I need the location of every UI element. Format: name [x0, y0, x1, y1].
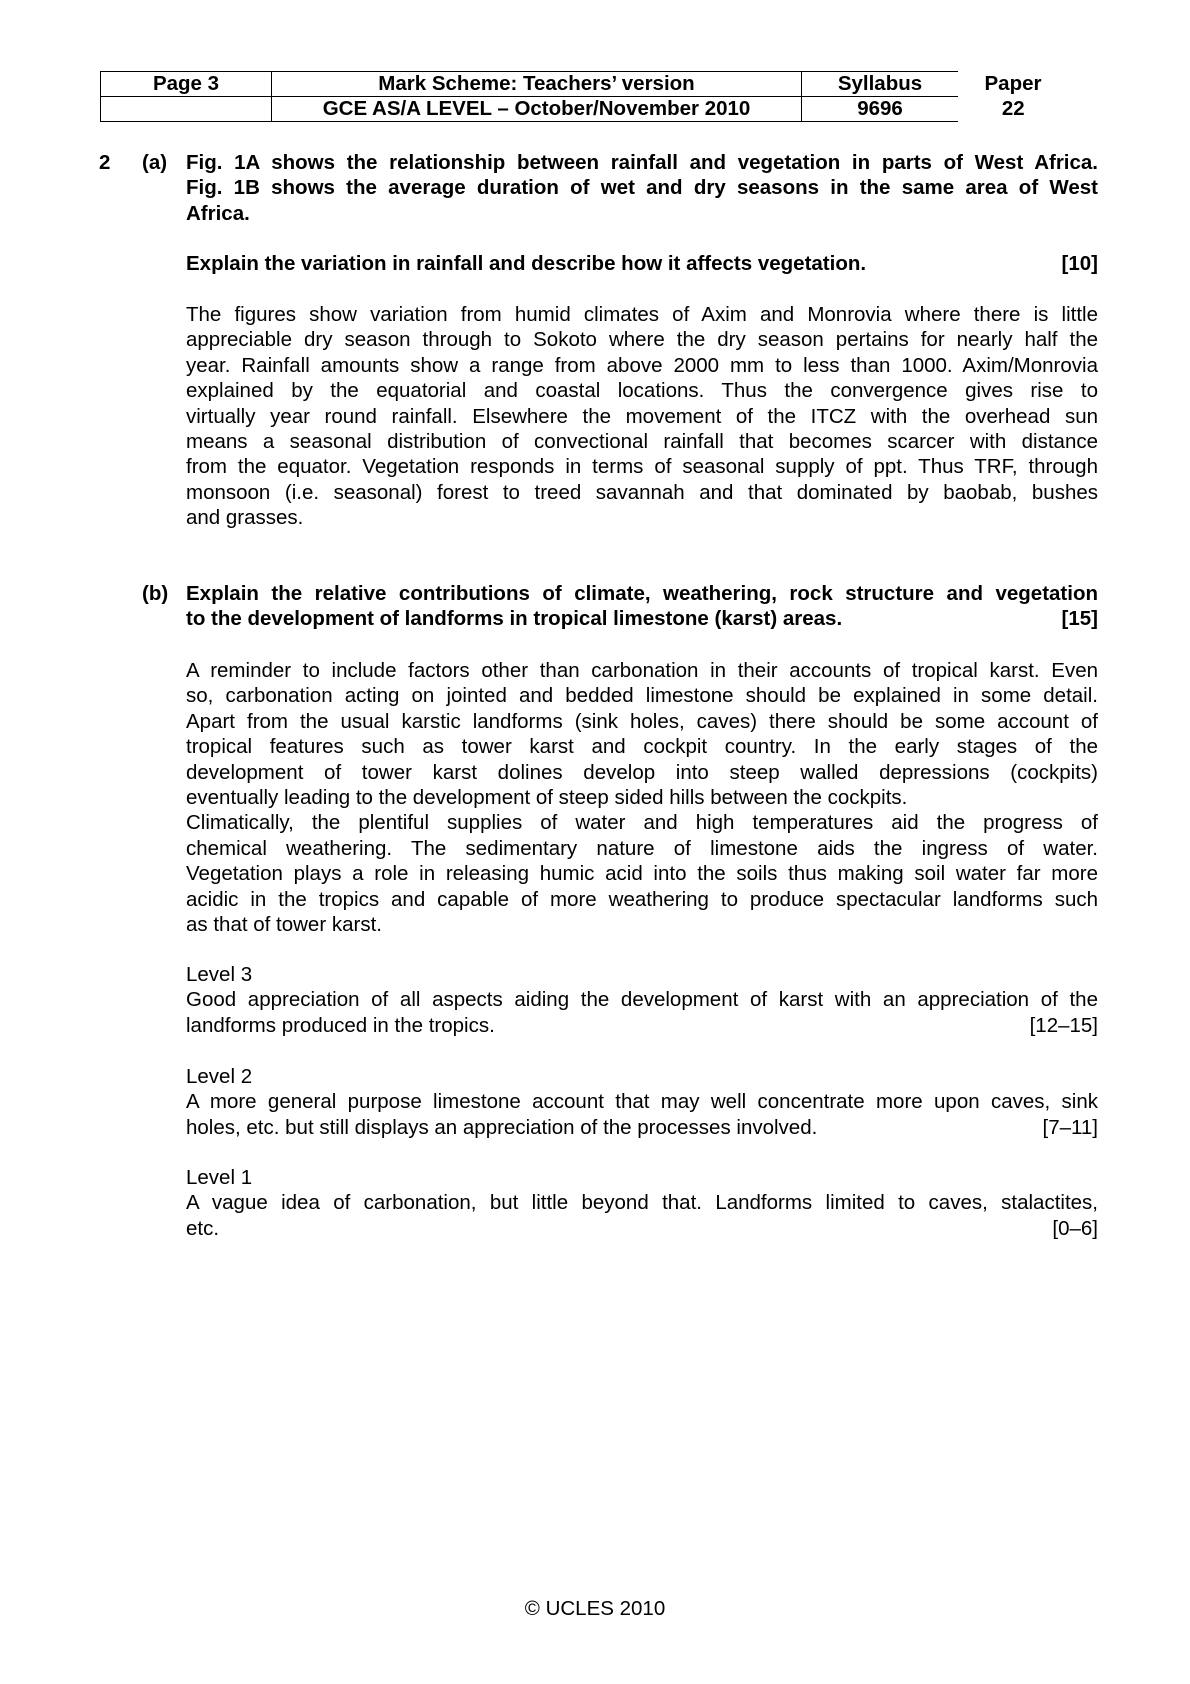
level-row: [186, 1013, 1098, 1038]
level-marks: [0–6]: [1052, 1216, 1098, 1240]
answer-line: tropical features such as tower karst and cockpit country. In the early stages of the: [186, 735, 1098, 759]
level-row: [186, 1115, 1098, 1140]
header-title: Mark Scheme: Teachers’ version: [272, 72, 802, 97]
header-syllabus: 9696: [802, 97, 959, 122]
answer-line: explained by the equatorial and coastal locations. Thus the convergence gives rise to: [186, 379, 1098, 403]
part-b-prompt-line: to the development of landforms in tropical limestone (karst) areas.: [186, 607, 843, 631]
level-title: Level 3: [186, 963, 253, 986]
level-text: landforms produced in the tropics.: [186, 1013, 495, 1037]
answer-line: so, carbonation acting on jointed and bedded limestone should be explained in some detail.: [186, 684, 1098, 708]
level-2: [186, 1064, 1098, 1140]
part-a-task: [186, 251, 1098, 276]
question-number: 2: [99, 151, 111, 174]
part-b-label: (b): [142, 582, 169, 605]
header-paper-label: Paper: [984, 72, 1042, 95]
header-page: Page 3: [101, 72, 272, 97]
level-row: [186, 1216, 1098, 1241]
answer-line: A reminder to include factors other than carbonation in their accounts of tropical karst. Even: [186, 659, 1098, 682]
answer-line: monsoon (i.e. seasonal) forest to treed savannah and that dominated by baobab, bushes: [186, 480, 1098, 504]
part-a-prompt-line: Fig. 1B shows the average duration of wet and dry seasons in the same area of West: [186, 176, 1098, 200]
level-1: [186, 1165, 1098, 1241]
level-text: etc.: [186, 1216, 220, 1240]
header-table: [100, 71, 1069, 122]
part-a-label: (a): [142, 151, 168, 174]
answer-line: Vegetation plays a role in releasing humic acid into the soils thus making soil water far more: [186, 862, 1098, 886]
answer-line: and grasses.: [186, 506, 304, 530]
level-title: Level 1: [186, 1166, 253, 1189]
part-b-prompt: [186, 581, 1098, 632]
level-text: A more general purpose limestone account that may well concentrate more upon caves, sink: [186, 1090, 1098, 1114]
part-a-prompt-line: Africa.: [186, 201, 250, 225]
header-exam: GCE AS/A LEVEL – October/November 2010: [272, 97, 802, 122]
answer-line: chemical weathering. The sedimentary nature of limestone aids the ingress of water.: [186, 836, 1098, 860]
answer-line: from the equator. Vegetation responds in terms of seasonal supply of ppt. Thus TRF, through: [186, 455, 1098, 479]
part-b-prompt-line: Explain the relative contributions of climate, weathering, rock structure and vegetation: [186, 582, 1098, 605]
answer-line: means a seasonal distribution of convectional rainfall that becomes scarcer with distance: [186, 430, 1098, 454]
answer-line: as that of tower karst.: [186, 913, 382, 937]
level-title: Level 2: [186, 1065, 253, 1088]
level-text: holes, etc. but still displays an appreciation of the processes involved.: [186, 1115, 818, 1139]
part-b-marks: [15]: [1061, 607, 1098, 631]
answer-line: eventually leading to the development of steep sided hills between the cockpits.: [186, 786, 908, 810]
header-paper: 22: [1001, 97, 1025, 120]
part-b-answer: [186, 658, 1098, 937]
part-a-marks: [10]: [1061, 252, 1098, 275]
level-text: A vague idea of carbonation, but little beyond that. Landforms limited to caves, stalactites,: [186, 1191, 1098, 1215]
answer-line: acidic in the tropics and capable of more weathering to produce spectacular landforms such: [186, 887, 1098, 911]
answer-line: virtually year round rainfall. Elsewhere the movement of the ITCZ with the overhead sun: [186, 404, 1098, 428]
level-marks: [7–11]: [1042, 1115, 1098, 1139]
answer-line: Climatically, the plentiful supplies of water and high temperatures aid the progress of: [186, 811, 1098, 835]
footer-copyright: © UCLES 2010: [524, 1597, 666, 1620]
answer-line: appreciable dry season through to Sokoto where the dry season pertains for nearly half the: [186, 328, 1098, 352]
answer-line: development of tower karst dolines develop into steep walled depressions (cockpits): [186, 760, 1098, 784]
part-a-task-text: Explain the variation in rainfall and describe how it affects vegetation.: [186, 252, 867, 275]
answer-line: Apart from the usual karstic landforms (sink holes, caves) there should be some account of: [186, 709, 1098, 733]
level-text: Good appreciation of all aspects aiding the development of karst with an appreciation of the: [186, 988, 1098, 1012]
level-3: [186, 962, 1098, 1038]
answer-line: year. Rainfall amounts show a range from above 2000 mm to less than 1000. Axim/Monrovia: [186, 353, 1098, 377]
part-a-prompt: [186, 150, 1098, 226]
header-empty-cell: [101, 97, 272, 122]
part-b-prompt-row: [186, 606, 1098, 631]
part-a-prompt-line: Fig. 1A shows the relationship between rainfall and vegetation in parts of West Africa.: [186, 151, 1098, 174]
header-syllabus-label: Syllabus: [802, 72, 959, 97]
level-marks: [12–15]: [1029, 1013, 1098, 1037]
part-a-answer: [186, 302, 1098, 531]
answer-line: The figures show variation from humid climates of Axim and Monrovia where there is little: [186, 303, 1098, 326]
